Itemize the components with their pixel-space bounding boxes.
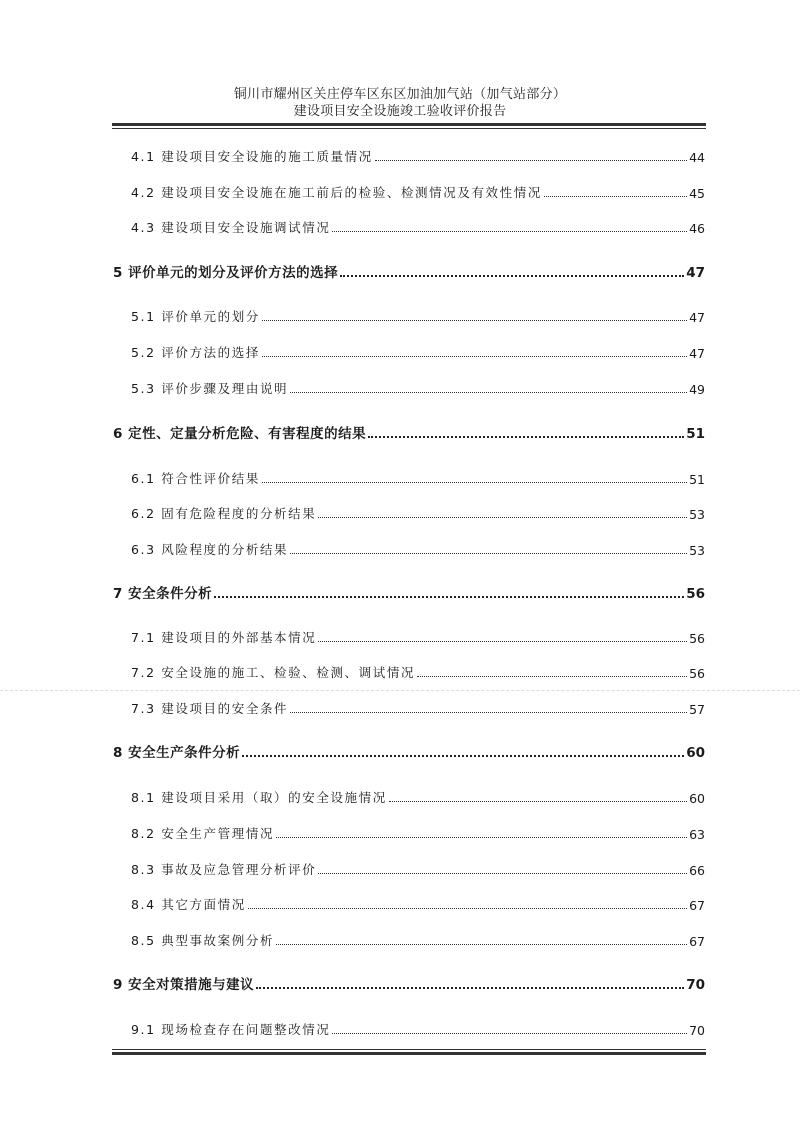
toc-dot-leader (256, 987, 684, 989)
toc-dot-leader (290, 553, 687, 554)
toc-entry-title: 4.2 建设项目安全设施在施工前后的检验、检测情况及有效性情况 (131, 185, 542, 200)
toc-dot-leader (248, 908, 687, 909)
toc-dot-leader (332, 1033, 687, 1034)
toc-entry-title: 8.4 其它方面情况 (131, 897, 246, 912)
toc-page-number: 60 (686, 745, 705, 761)
toc-section-entry (131, 502, 705, 522)
toc-entry-title: 7 安全条件分析 (113, 586, 213, 602)
toc-entry-title: 5.1 评价单元的划分 (131, 309, 260, 324)
footer-rule-thick (112, 1052, 706, 1055)
toc-page-number: 67 (689, 898, 705, 913)
toc-dot-leader (417, 676, 687, 677)
toc-section-entry (131, 858, 705, 878)
toc-page-number: 60 (689, 791, 705, 806)
toc-section-entry (131, 181, 705, 201)
toc-entry-title: 4.1 建设项目安全设施的施工质量情况 (131, 149, 373, 164)
toc-section-entry (131, 216, 705, 236)
toc-dot-leader (375, 160, 687, 161)
toc-entry-title: 5.3 评价步骤及理由说明 (131, 381, 289, 396)
toc-page-number: 56 (686, 586, 705, 602)
toc-dot-leader (368, 436, 684, 438)
toc-page-number: 51 (686, 426, 705, 442)
toc-section-entry (131, 929, 705, 949)
toc-entry-title: 4.3 建设项目安全设施调试情况 (131, 220, 331, 235)
toc-page-number: 47 (686, 265, 705, 281)
toc-page-number: 67 (689, 934, 705, 949)
toc-dot-leader (332, 231, 687, 232)
toc-section-entry (131, 786, 705, 806)
header-title-line2: 建设项目安全设施竣工验收评价报告 (293, 104, 507, 119)
toc-chapter-entry (113, 973, 705, 993)
toc-dot-leader (276, 944, 687, 945)
toc-dot-leader (262, 356, 687, 357)
header-title-line1: 铜川市耀州区关庄停车区东区加油加气站（加气站部分） (233, 87, 567, 102)
toc-section-entry (131, 305, 705, 325)
toc-page-number: 56 (689, 631, 705, 646)
toc-entry-title: 8.3 事故及应急管理分析评价 (131, 862, 317, 877)
toc-entry-title: 8.2 安全生产管理情况 (131, 826, 275, 841)
toc-section-entry (131, 626, 705, 646)
toc-dot-leader (340, 275, 684, 277)
toc-page-number: 53 (689, 543, 705, 558)
toc-entry-title: 6.3 风险程度的分析结果 (131, 542, 289, 557)
toc-dot-leader (389, 801, 687, 802)
toc-entry-title: 9 安全对策措施与建议 (113, 977, 255, 993)
toc-chapter-entry (113, 582, 705, 602)
toc-section-entry (131, 661, 705, 681)
toc-section-entry (131, 467, 705, 487)
toc-entry-title: 8 安全生产条件分析 (113, 745, 241, 761)
toc-entry-title: 9.1 现场检查存在问题整改情况 (131, 1022, 331, 1037)
toc-section-entry (131, 377, 705, 397)
toc-dot-leader (262, 482, 687, 483)
toc-entry-title: 7.2 安全设施的施工、检验、检测、调试情况 (131, 665, 416, 680)
toc-dot-leader (214, 596, 684, 598)
toc-section-entry (131, 538, 705, 558)
toc-entry-title: 6.2 固有危险程度的分析结果 (131, 506, 317, 521)
toc-section-entry (131, 1018, 705, 1038)
toc-dot-leader (290, 712, 687, 713)
toc-page-number: 70 (689, 1023, 705, 1038)
toc-chapter-entry (113, 422, 705, 442)
toc-section-entry (131, 822, 705, 842)
toc-dot-leader (276, 837, 687, 838)
toc-page-number: 45 (689, 186, 705, 201)
toc-page-number: 70 (686, 977, 705, 993)
toc-chapter-entry (113, 741, 705, 761)
toc-entry-title: 7.3 建设项目的安全条件 (131, 701, 289, 716)
toc-section-entry (131, 697, 705, 717)
toc-page-number: 51 (689, 472, 705, 487)
toc-entry-title: 6 定性、定量分析危险、有害程度的结果 (113, 426, 367, 442)
toc-page-number: 57 (689, 702, 705, 717)
toc-page-number: 49 (689, 382, 705, 397)
toc-page-number: 44 (689, 150, 705, 165)
toc-dot-leader (242, 755, 684, 757)
toc-entry-title: 8.5 典型事故案例分析 (131, 933, 275, 948)
toc-dot-leader (318, 873, 687, 874)
toc-dot-leader (262, 320, 687, 321)
toc-section-entry (131, 145, 705, 165)
toc-page-number: 56 (689, 666, 705, 681)
toc-entry-title: 5 评价单元的划分及评价方法的选择 (113, 265, 339, 281)
toc-entry-title: 5.2 评价方法的选择 (131, 345, 260, 360)
footer-rule-thin (112, 1049, 706, 1050)
toc-chapter-entry (113, 261, 705, 281)
toc-page-number: 47 (689, 310, 705, 325)
toc-page-number: 53 (689, 507, 705, 522)
toc-dot-leader (318, 641, 687, 642)
toc-page-number: 46 (689, 221, 705, 236)
toc-dot-leader (318, 517, 687, 518)
toc-section-entry (131, 893, 705, 913)
toc-page-number: 63 (689, 827, 705, 842)
toc-entry-title: 8.1 建设项目采用（取）的安全设施情况 (131, 790, 387, 805)
toc-section-entry (131, 341, 705, 361)
toc-entry-title: 6.1 符合性评价结果 (131, 471, 260, 486)
toc-dot-leader (290, 392, 687, 393)
toc-page-number: 66 (689, 863, 705, 878)
toc-entry-title: 7.1 建设项目的外部基本情况 (131, 630, 317, 645)
toc-dot-leader (544, 196, 687, 197)
toc-page-number: 47 (689, 346, 705, 361)
